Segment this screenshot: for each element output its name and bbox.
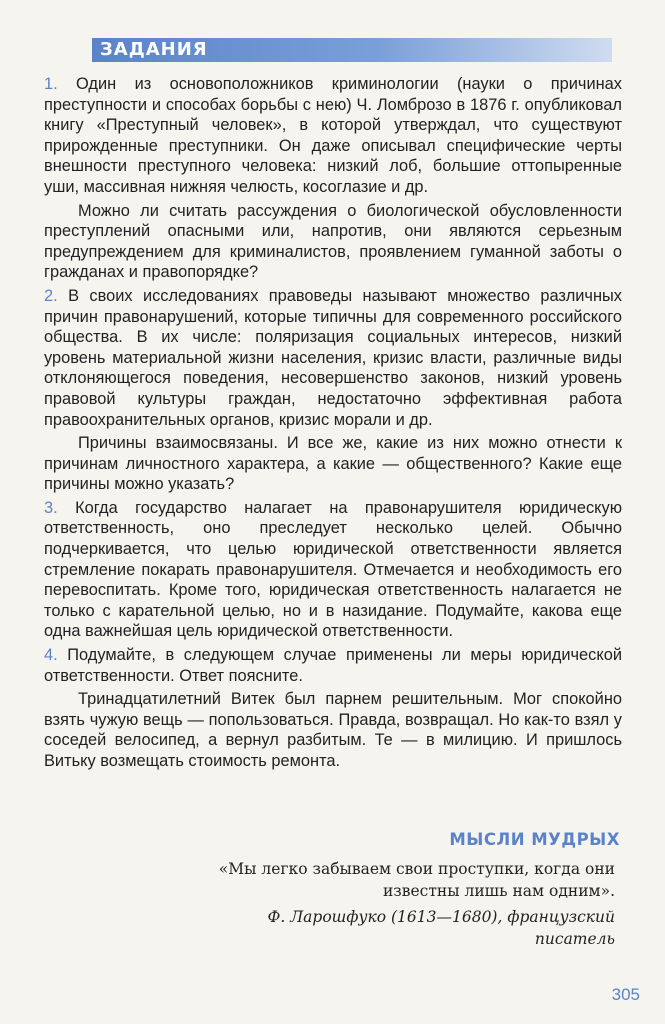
task-1 [44,74,622,198]
quote-line-1: «Мы легко забываем свои проступки, когда они [218,860,615,878]
task-4-text: Подумайте, в следующем случае применены ли меры юридической ответственности. Ответ поясните. [44,646,622,685]
task-4-paragraph-2: Тринадцатилетний Витек был парнем решительным. Мог спокойно взять чужую вещь — попользоваться. Правда, возвращал. Но как-то взял у соседей велосипед, а вернул разбитым. Те — в милицию. И пришлось Витьку возмещать стоимость ремонта. [44,690,622,770]
task-1-paragraph [44,74,622,198]
task-4-number: 4. [44,646,58,665]
quote-author [150,906,615,950]
page-number: 305 [611,985,640,1004]
quote-author-line-2: писатель [534,930,615,948]
task-4-paragraph [44,645,622,686]
section-header [92,38,612,62]
task-2 [44,286,622,430]
task-2-paragraph-2: Причины взаимосвязаны. И все же, какие из них можно отнести к причинам личностного характера, а какие — общественного? Какие еще причины можно указать? [44,434,622,494]
wisdom-title: МЫСЛИ МУДРЫХ [449,830,620,849]
task-3 [44,498,622,642]
task-3-text: Когда государство налагает на правонарушителя юридическую ответственность, оно преследует несколько целей. Обычно подчеркивается, что целью юридической ответственности является стремление покарать правонарушителя. Отмечается и необходимость его перевоспитать. Кроме того, юридическая ответственность налагается не только с карательной целью, но и в назидание. Подумайте, какова еще одна важнейшая цель юридической ответственности. [44,498,622,641]
task-1-paragraph-2: Можно ли считать рассуждения о биологической обусловленности преступлений опасными или, напротив, они являются серьезным предупреждением для криминалистов, проявлением гуманной заботы о гражданах и правопорядке? [44,201,622,282]
task-4 [44,645,622,686]
tasks-list [44,74,622,775]
quote-author-line-1: Ф. Ларошфуко (1613—1680), французский [267,908,615,926]
quote-line-2: известны лишь нам одним». [382,882,615,900]
quote [120,858,615,902]
task-2-text: В своих исследованиях правоведы называют множество различных причин правонарушений, которые типичны для современного российского общества. В их числе: поляризация социальных интересов, низкий уровень материальной жизни населения, кризис власти, различные виды отклоняющегося поведения, несовершенство законов, низкий уровень правовой культуры граждан, недостаточно эффективная работа правоохранительных органов, кризис морали и др. [44,286,622,429]
task-1-number: 1. [44,75,58,93]
task-1-text: Один из основоположников криминологии (науки о причинах преступности и способах борьбы с нею) Ч. Ломброзо в 1876 г. опубликовал книгу «Преступный человек», в которой утверждал, что существуют прирожденные преступники. Он даже описывал специфические черты внешности преступного человека: низкий лоб, большие оттопыренные уши, массивная нижняя челюсть, косоглазие и др. [44,75,622,196]
task-2-number: 2. [44,286,58,305]
task-3-paragraph [44,498,622,642]
task-3-number: 3. [44,498,58,517]
section-title: ЗАДАНИЯ [100,39,208,60]
task-2-paragraph [44,286,622,430]
